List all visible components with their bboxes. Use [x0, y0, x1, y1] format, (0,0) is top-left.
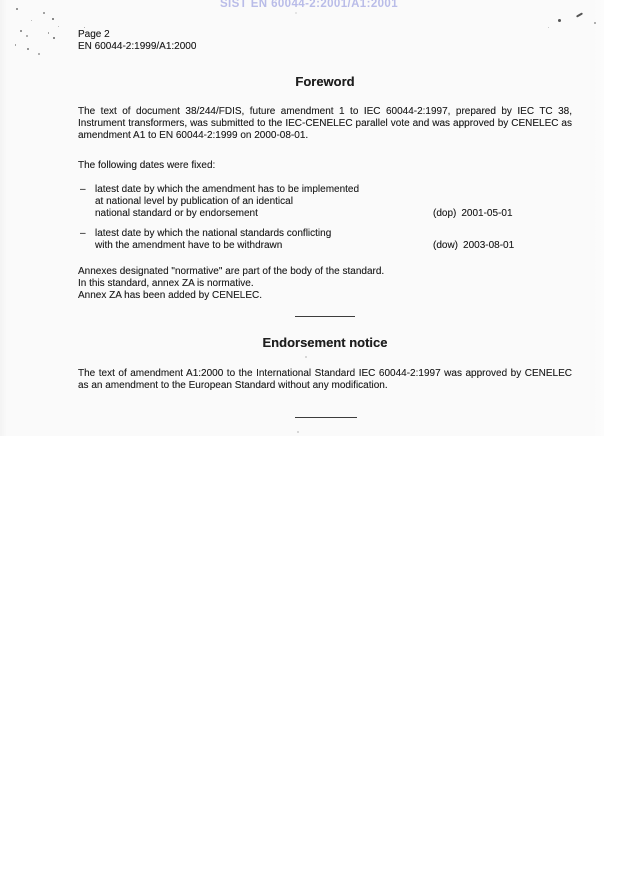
scan-speckle [594, 22, 596, 24]
scan-speckle [15, 44, 16, 46]
scan-speckle [48, 32, 49, 34]
scan-speckle [295, 12, 297, 14]
dow-label: (dow) [433, 240, 459, 251]
annex-note-3: Annex ZA has been added by CENELEC. [78, 290, 263, 301]
scan-speckle [297, 431, 299, 433]
scan-speckle [20, 30, 22, 32]
scan-speckle [305, 356, 307, 358]
page-header [78, 29, 196, 53]
dop-label: (dop) [433, 208, 457, 219]
page-number-label: Page 2 [78, 29, 110, 40]
scan-speckle [52, 18, 54, 20]
watermark-standard-designation: SIST EN 60044-2:2001/A1:2001 [219, 0, 399, 10]
scan-speckle [31, 20, 32, 21]
section-divider [295, 316, 355, 317]
dop-line-1: latest date by which the amendment has to be implemented [95, 184, 360, 195]
scan-speckle [53, 37, 55, 39]
dow-line-1: latest date by which the national standards conflicting [95, 228, 332, 239]
scan-speckle [548, 27, 549, 28]
scan-speckle [26, 35, 28, 37]
fixed-dates-list [80, 184, 572, 260]
scan-speckle [84, 27, 85, 28]
annex-note-1: Annexes designated "normative" are part of the body of the standard. [78, 266, 385, 277]
section-divider [295, 417, 357, 418]
scan-speckle [38, 53, 40, 55]
document-reference: EN 60044-2:1999/A1:2000 [78, 41, 197, 52]
endorsement-title: Endorsement notice [262, 335, 388, 350]
list-item-dow [80, 228, 572, 252]
dop-date-group [433, 208, 513, 220]
foreword-title: Foreword [295, 74, 355, 89]
annex-note-2: In this standard, annex ZA is normative. [78, 278, 254, 289]
dates-intro-line: The following dates were fixed: [78, 160, 216, 171]
bullet-dash: – [80, 228, 86, 239]
dow-description [95, 228, 433, 252]
dow-date-group [433, 240, 514, 252]
endorsement-paragraph: The text of amendment A1:2000 to the International Standard IEC 60044-2:1997 was approved by CENELEC as an amendment to the European Standard without any modification. [78, 368, 572, 391]
list-item-dop [80, 184, 572, 220]
scan-speckle [27, 48, 29, 50]
scan-speckle [16, 8, 18, 10]
dow-line-2: with the amendment have to be withdrawn [95, 240, 283, 251]
bullet-dash: – [80, 184, 86, 195]
dop-line-3: national standard or by endorsement [95, 208, 258, 219]
dow-date-value: 2003-08-01 [463, 240, 515, 251]
scan-speckle [43, 12, 45, 14]
dop-description [95, 184, 433, 220]
scan-speckle [58, 26, 59, 27]
scan-speckle [558, 19, 561, 22]
dop-line-2: at national level by publication of an identical [95, 196, 293, 207]
annex-notes [78, 266, 572, 302]
foreword-paragraph: The text of document 38/244/FDIS, future amendment 1 to IEC 60044-2:1997, prepared by IEC TC 38, Instrument transformers, was submitted to the IEC-CENELEC parallel vote and was approved by CENELEC as amendment A1 to EN 60044-2:1999 on 2000-08-01. [78, 106, 572, 141]
dop-date-value: 2001-05-01 [461, 208, 513, 219]
